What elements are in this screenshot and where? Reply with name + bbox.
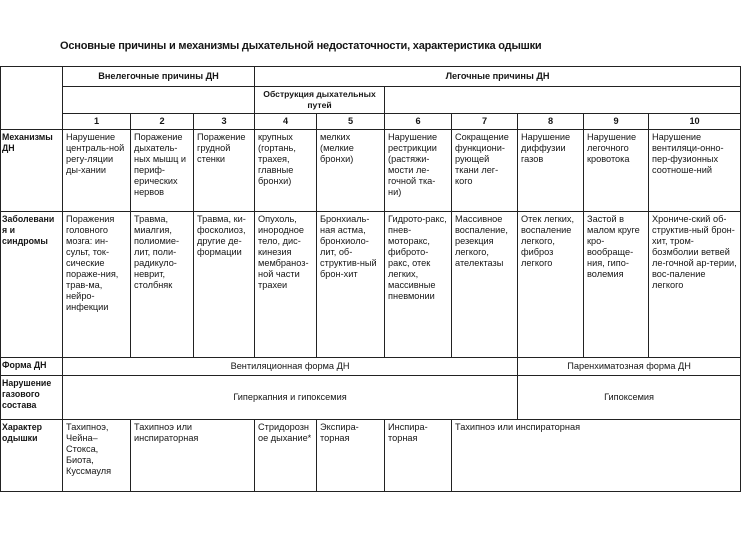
disease-cell: Гидрото-ракс, пнев-моторакс, фиброто-ракс, отек легких, массивные пневмонии [385, 212, 452, 358]
column-number: 3 [194, 114, 255, 130]
mechanism-cell: Нарушение вентиляци-онно-пер-фузионных соотноше-ний [649, 130, 741, 212]
row-label-dyspnea: Характер одышки [1, 420, 63, 492]
mechanism-cell: мелких (мелкие бронхи) [317, 130, 385, 212]
row-label-form: Форма ДН [1, 358, 63, 376]
parenchymal-form: Паренхиматозная форма ДН [518, 358, 741, 376]
disease-cell: Поражения головного мозга: ин-сульт, ток-сические пораже-ния, трав-ма, нейро-инфекции [63, 212, 131, 358]
header-obstruction: Обструкция дыхательных путей [255, 87, 385, 114]
dyspnea-cell: Стридорозное дыхание* [255, 420, 317, 492]
column-number: 6 [385, 114, 452, 130]
dyspnea-cell: Тахипноэ или инспираторная [452, 420, 741, 492]
disease-cell: Опухоль, инородное тело, дис-кинезия мембраноз-ной части трахеи [255, 212, 317, 358]
dyspnea-cell: Тахипноэ, Чейна–Стокса, Биота, Куссмауля [63, 420, 131, 492]
dyspnea-cell: Экспира-торная [317, 420, 385, 492]
gas-hypoxemia: Гипоксемия [518, 376, 741, 420]
header-pulmonary: Легочные причины ДН [255, 67, 741, 87]
row-label-mechanisms: Механизмы ДН [1, 130, 63, 212]
ventilation-form: Вентиляционная форма ДН [63, 358, 518, 376]
respiratory-failure-table [0, 66, 741, 492]
disease-cell: Травма, миалгия, полиомие-лит, поли-радикуло-неврит, столбняк [131, 212, 194, 358]
document-title: Основные причины и механизмы дыхательной недостаточности, характеристика одышки [60, 40, 542, 52]
mechanism-cell: Нарушение рестрикции (растяжи-мости ле-гочной тка-ни) [385, 130, 452, 212]
row-label-diseases: Заболевания и синдромы [1, 212, 63, 358]
header-extrapulmonary: Внелегочные причины ДН [63, 67, 255, 87]
gas-hypercapnia: Гиперкапния и гипоксемия [63, 376, 518, 420]
disease-cell: Бронхиаль-ная астма, бронхиоло-лит, об-структив-ный брон-хит [317, 212, 385, 358]
column-number: 10 [649, 114, 741, 130]
dyspnea-cell: Тахипноэ или инспираторная [131, 420, 255, 492]
disease-cell: Травма, ки-фосколиоз, другие де-формации [194, 212, 255, 358]
disease-cell: Массивное воспаление, резекция легкого, ателектазы [452, 212, 518, 358]
mechanism-cell: Нарушение легочного кровотока [584, 130, 649, 212]
header-blank [63, 87, 255, 114]
column-number: 7 [452, 114, 518, 130]
column-number: 1 [63, 114, 131, 130]
row-label-gas: Нарушение газового состава [1, 376, 63, 420]
corner-cell [1, 67, 63, 130]
mechanism-cell: Поражение дыхатель-ных мышц и периф-ерических нервов [131, 130, 194, 212]
mechanism-cell: Сокращение функциони-рующей ткани лег-кого [452, 130, 518, 212]
column-number: 2 [131, 114, 194, 130]
column-number: 5 [317, 114, 385, 130]
column-number: 9 [584, 114, 649, 130]
dyspnea-cell: Инспира-торная [385, 420, 452, 492]
disease-cell: Хрониче-ский об-структив-ный брон-хит, тром-бозмболии ветвей ле-гочной ар-терии, вос-паление легкого [649, 212, 741, 358]
disease-cell: Отек легких, воспаление легкого, фиброз легкого [518, 212, 584, 358]
column-number: 4 [255, 114, 317, 130]
mechanism-cell: крупных (гортань, трахея, главные бронхи) [255, 130, 317, 212]
mechanism-cell: Поражение грудной стенки [194, 130, 255, 212]
mechanism-cell: Нарушение централь-ной регу-ляции ды-хании [63, 130, 131, 212]
mechanism-cell: Нарушение диффузии газов [518, 130, 584, 212]
disease-cell: Застой в малом круге кро-вообраще-ния, гипо-волемия [584, 212, 649, 358]
header-blank-right [385, 87, 741, 114]
column-number: 8 [518, 114, 584, 130]
